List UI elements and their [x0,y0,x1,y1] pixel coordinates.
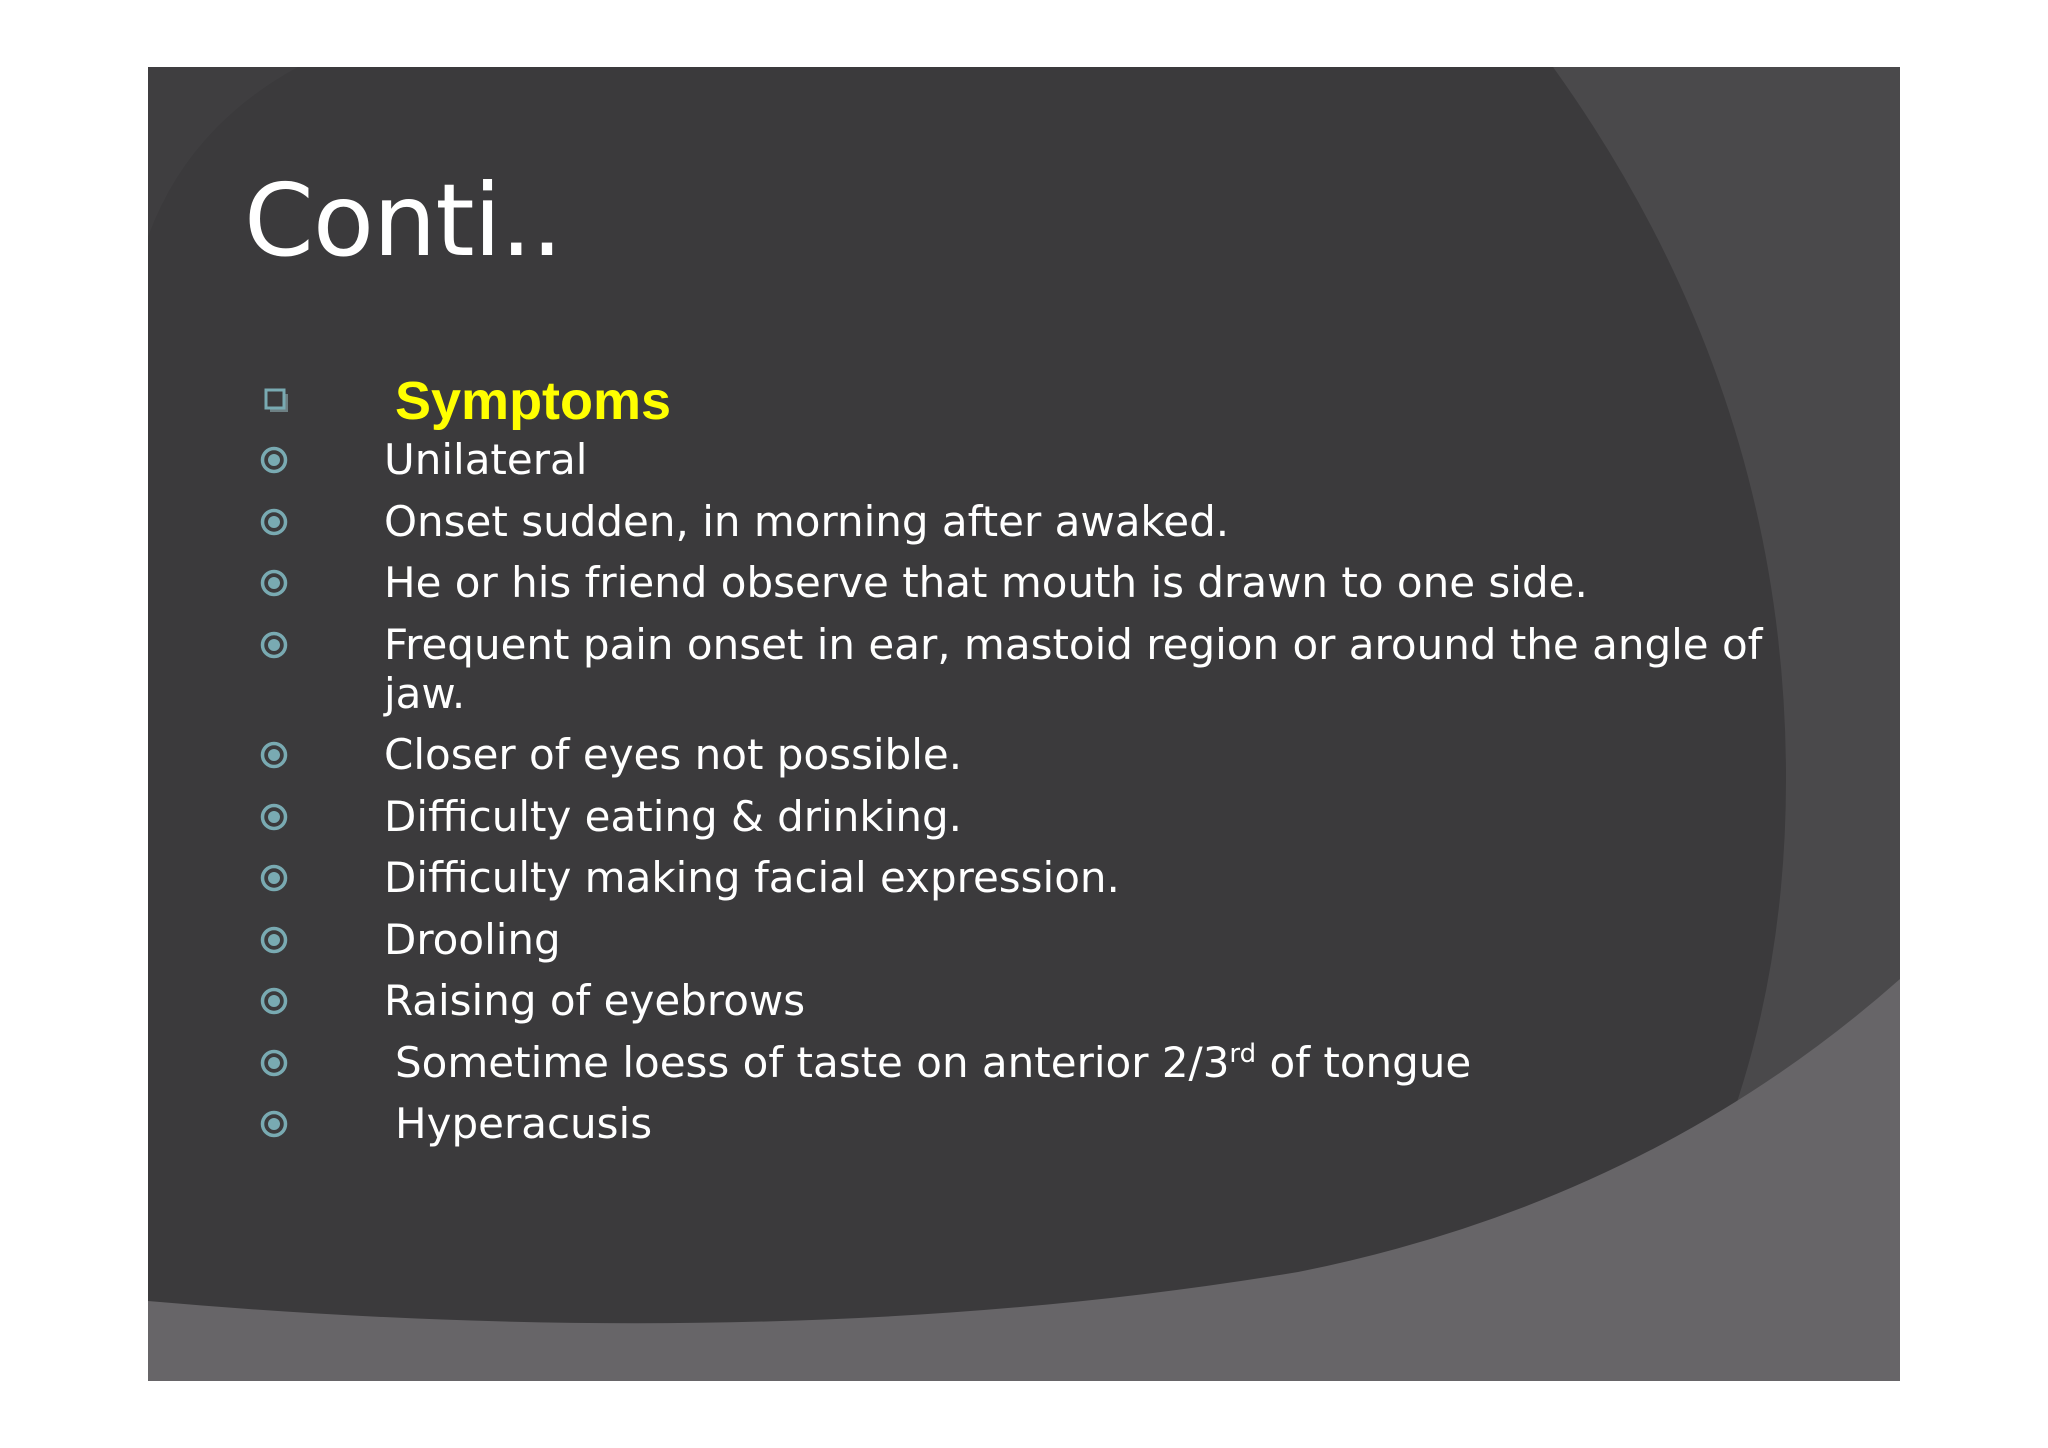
list-item [260,730,1820,779]
list-item [260,620,1820,718]
list-item [260,435,1820,484]
list-item-text: Difficulty making facial expression. [384,853,1120,902]
square-bullet-icon [264,388,290,414]
list-item-text: He or his friend observe that mouth is drawn to one side. [384,558,1588,607]
circled-dot-icon [260,926,288,954]
list-heading [260,372,1820,430]
list-item [260,853,1820,902]
circled-dot-icon [260,508,288,536]
list-item-text: Drooling [384,914,561,964]
list-item [260,792,1820,841]
list-item [260,558,1820,607]
list-item [260,915,1820,964]
list-item-text: Difficulty eating & drinking. [384,791,962,841]
slide-title: Conti.. [244,162,562,279]
bullet-list [260,372,1820,1161]
list-item-text: Closer of eyes not possible. [384,730,963,779]
circled-dot-icon [260,1110,288,1138]
circled-dot-icon [260,803,288,831]
list-item [260,1099,1820,1148]
circled-dot-icon [260,864,288,892]
circled-dot-icon [260,569,288,597]
circled-dot-icon [260,741,288,769]
list-item [260,976,1820,1025]
list-item-text: Unilateral [384,435,588,484]
circled-dot-icon [260,446,288,474]
list-item [260,1038,1820,1087]
list-item-text-before: Sometime loess of taste on anterior 2/3 [395,1037,1230,1087]
heading-text: Symptoms [395,371,672,431]
list-item [260,497,1820,546]
superscript-text: rd [1229,1038,1257,1069]
slide [148,67,1900,1381]
list-item-text [395,1038,1471,1087]
circled-dot-icon [260,987,288,1015]
list-item-text: Frequent pain onset in ear, mastoid region or around the angle of jaw. [384,619,1763,718]
list-item-text: Onset sudden, in morning after awaked. [384,496,1230,546]
list-item-text: Hyperacusis [395,1099,653,1148]
list-item-text: Raising of eyebrows [384,976,806,1025]
circled-dot-icon [260,631,288,659]
circled-dot-icon [260,1049,288,1077]
list-item-text-after: of tongue [1256,1037,1472,1087]
